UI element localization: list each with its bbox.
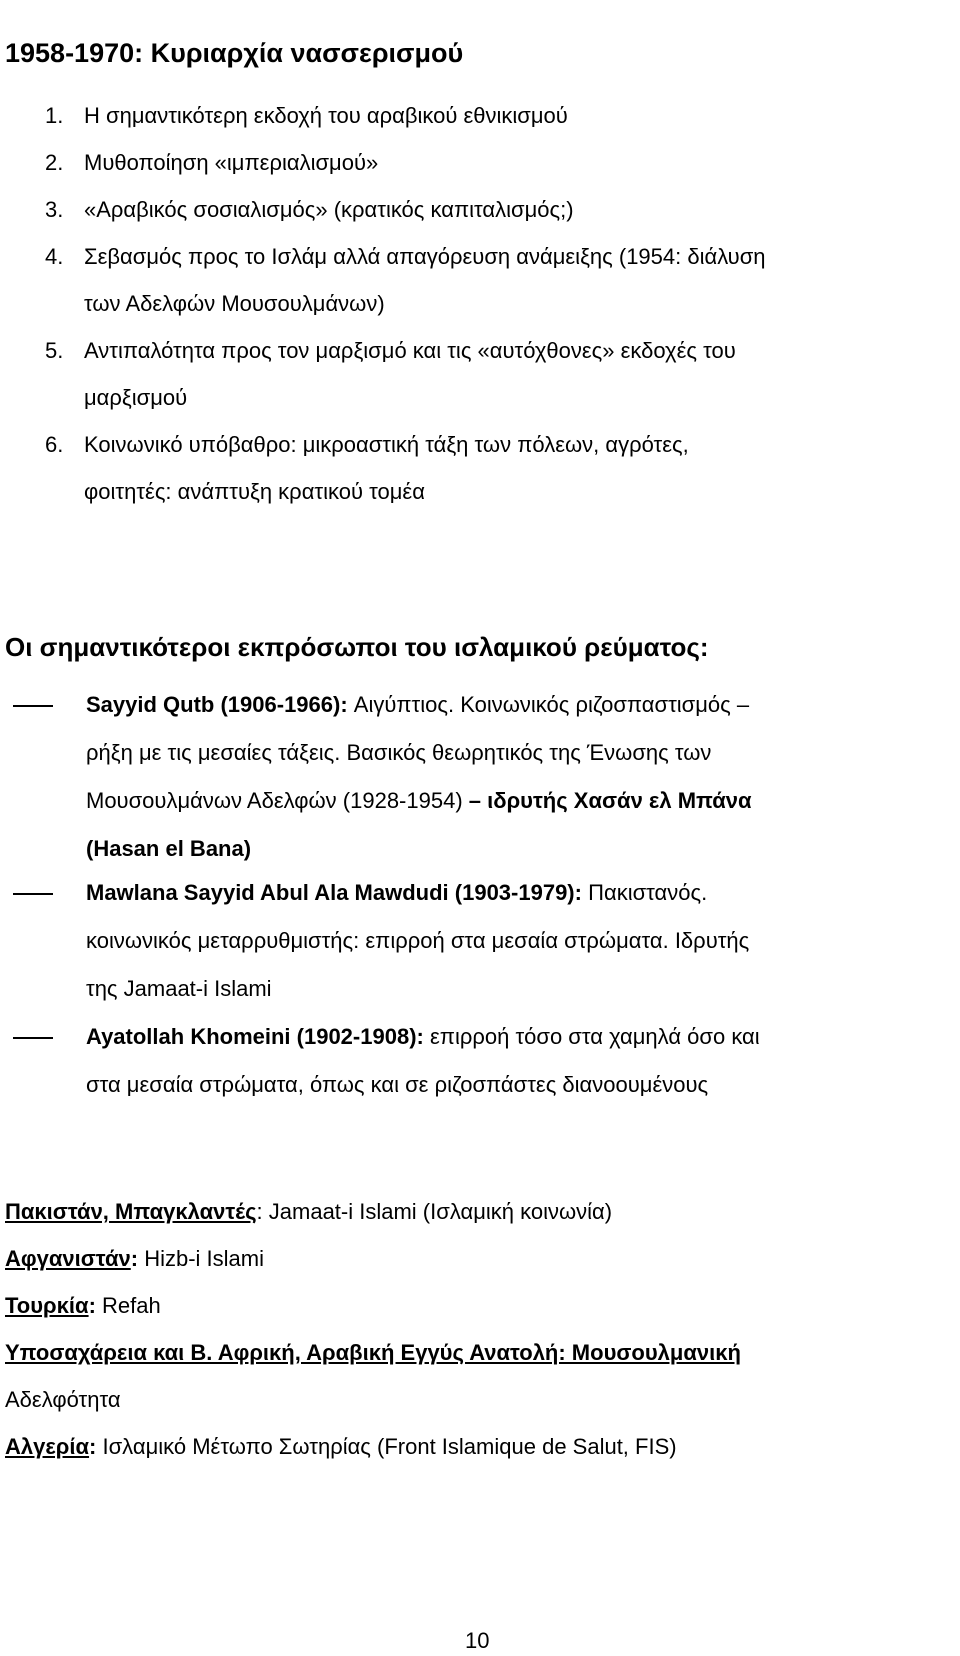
list-item-text: Η σημαντικότερη εκδοχή του αραβικού εθνικισμού	[84, 103, 568, 128]
qutb-line-1	[86, 681, 749, 729]
qutb-text-3: Μουσουλμάνων Αδελφών (1928-1954)	[86, 788, 469, 813]
country-value: Jamaat-i Islami (Ισλαμική κοινωνία)	[262, 1199, 613, 1224]
country-pakistan	[5, 1188, 612, 1235]
country-value: Hizb-i Islami	[138, 1246, 264, 1271]
country-subsahara	[5, 1329, 741, 1376]
section-title-islamic-representatives: Οι σημαντικότεροι εκπρόσωποι του ισλαμικού ρεύματος:	[5, 632, 709, 662]
list-item-text: «Αραβικός σοσιαλισμός» (κρατικός καπιταλισμός;)	[84, 197, 574, 222]
list-item-6	[45, 421, 689, 515]
mawdudi-name: Mawlana Sayyid Abul Ala Mawdudi (1903-1979):	[86, 880, 582, 905]
mawdudi-line-2: κοινωνικός μεταρρυθμιστής: επιρροή στα μεσαία στρώματα. Ιδρυτής	[86, 928, 750, 953]
dash-bullet	[13, 705, 53, 707]
mawdudi-line-1	[86, 869, 707, 917]
country-value: Ισλαμικό Μέτωπο Σωτηρίας (Front Islamique de Salut, FIS)	[96, 1434, 677, 1459]
country-subsahara-continuation: Αδελφότητα	[5, 1387, 121, 1412]
list-item-continuation: μαρξισμού	[84, 385, 188, 410]
qutb-name: Sayyid Qutb (1906-1966):	[86, 692, 348, 717]
khomeini-line-1	[86, 1013, 760, 1061]
country-label: Υποσαχάρεια και Β. Αφρική, Αραβική Εγγύς Ανατολή: Μουσουλμανική	[5, 1340, 741, 1365]
country-label: Αφγανιστάν	[5, 1246, 131, 1271]
country-afghanistan	[5, 1235, 264, 1282]
khomeini-text-1: επιρροή τόσο στα χαμηλά όσο και	[423, 1024, 760, 1049]
qutb-text-1: Αιγύπτιος. Κοινωνικός ριζοσπαστισμός –	[347, 692, 750, 717]
list-item-3	[45, 186, 574, 233]
country-value: Refah	[95, 1293, 161, 1318]
qutb-founder: – ιδρυτής Χασάν ελ Μπάνα	[468, 788, 752, 813]
section-title-nasserism: 1958-1970: Κυριαρχία νασσερισμού	[5, 38, 464, 68]
mawdudi-text-1: Πακιστανός.	[581, 880, 708, 905]
list-item-text: Μυθοποίηση «ιμπεριαλισμού»	[84, 150, 379, 175]
dash-bullet	[13, 893, 53, 895]
list-item-continuation: των Αδελφών Μουσουλμάνων)	[84, 291, 385, 316]
khomeini-name: Ayatollah Khomeini (1902-1908):	[86, 1024, 424, 1049]
list-item-number: 6.	[45, 432, 64, 457]
country-algeria	[5, 1423, 677, 1470]
country-turkey	[5, 1282, 161, 1329]
list-item-text: Κοινωνικό υπόβαθρο: μικροαστική τάξη των πόλεων, αγρότες,	[84, 432, 689, 457]
country-label: Αλγερία	[5, 1434, 90, 1459]
khomeini-line-2: στα μεσαία στρώματα, όπως και σε ριζοσπάστες διανοουμένους	[86, 1072, 709, 1097]
list-item-2	[45, 139, 378, 186]
list-item-number: 5.	[45, 338, 64, 363]
country-sep: :	[256, 1199, 263, 1224]
list-item-4	[45, 233, 766, 327]
list-item-1	[45, 92, 568, 139]
page-number: 10	[465, 1628, 490, 1653]
qutb-line-4: (Hasan el Bana)	[86, 836, 252, 861]
dash-bullet	[13, 1037, 53, 1039]
qutb-line-3	[86, 777, 752, 825]
qutb-line-2: ρήξη με τις μεσαίες τάξεις. Βασικός θεωρητικός της Ένωσης των	[86, 740, 712, 765]
country-sep: :	[130, 1246, 139, 1271]
country-sep: :	[89, 1434, 97, 1459]
country-sep: :	[88, 1293, 96, 1318]
list-item-number: 4.	[45, 244, 64, 269]
list-item-continuation: φοιτητές: ανάπτυξη κρατικού τομέα	[84, 479, 425, 504]
list-item-text: Σεβασμός προς το Ισλάμ αλλά απαγόρευση ανάμειξης (1954: διάλυση	[84, 244, 766, 269]
list-item-5	[45, 327, 736, 421]
list-item-text: Αντιπαλότητα προς τον μαρξισμό και τις «αυτόχθονες» εκδοχές του	[84, 338, 736, 363]
country-label: Πακιστάν, Μπαγκλαντές	[5, 1199, 257, 1224]
mawdudi-line-3: της Jamaat-i Islami	[86, 976, 272, 1001]
list-item-number: 3.	[45, 197, 64, 222]
country-label: Τουρκία	[5, 1293, 89, 1318]
list-item-number: 1.	[45, 103, 64, 128]
list-item-number: 2.	[45, 150, 64, 175]
